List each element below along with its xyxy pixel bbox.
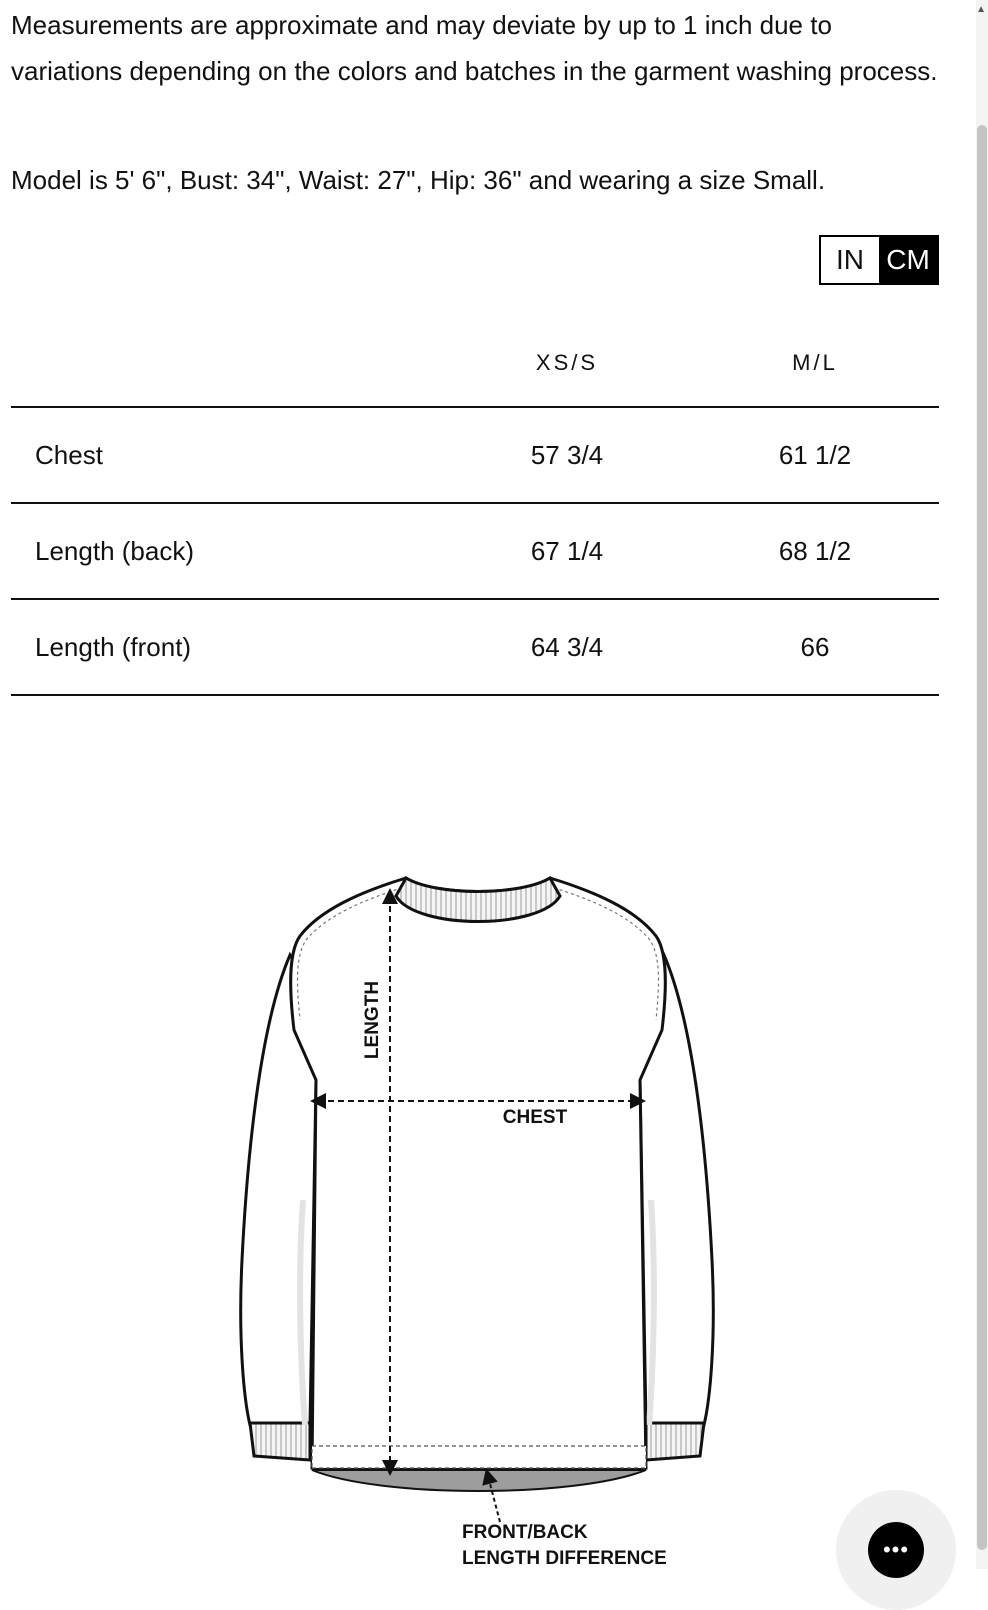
scrollbar[interactable] [976,0,988,1569]
row-label: Length (front) [35,631,192,662]
table-row [11,504,939,600]
unit-in-button[interactable]: IN [836,244,864,275]
table-cell: 61 1/2 [778,439,852,470]
column-header-m-l: M/L [792,350,838,375]
row-label: Length (back) [35,535,194,566]
table-cell: 68 1/2 [778,535,852,566]
right-cuff [646,1423,704,1460]
table-cell: 66 [800,631,830,662]
measurement-disclaimer: Measurements are approximate and may deviate by up to 1 inch due to variations depending on the colors and batches in the garment washing process. [11,10,938,86]
left-cuff [250,1423,310,1460]
row-label: Chest [35,439,103,470]
model-info: Model is 5' 6", Bust: 34", Waist: 27", Hip: 36" and wearing a size Small. [11,165,826,195]
difference-label-line1: FRONT/BACK [462,1522,588,1543]
unit-cm-button[interactable]: CM [879,237,937,283]
size-table-header [11,320,939,408]
scroll-up-arrow-icon[interactable]: ▲ [976,4,986,15]
chest-label: CHEST [502,1107,568,1128]
table-cell: 64 3/4 [530,631,604,662]
back-hem [312,1470,646,1491]
shirt-body [291,878,666,1468]
column-header-xs-s: XS/S [535,350,599,375]
scrollbar-thumb[interactable] [977,125,987,1550]
difference-label-line2: LENGTH DIFFERENCE [462,1548,667,1569]
ellipsis-icon: ••• [882,1537,910,1562]
size-table [11,320,939,696]
hem-band [312,1446,646,1468]
table-row [11,600,939,696]
chat-button[interactable] [868,1522,924,1578]
garment-measurement-diagram [0,840,988,1569]
table-cell: 67 1/4 [530,535,604,566]
table-cell: 57 3/4 [530,439,604,470]
unit-toggle [819,235,939,285]
table-row [11,408,939,504]
length-label: LENGTH [362,980,383,1060]
